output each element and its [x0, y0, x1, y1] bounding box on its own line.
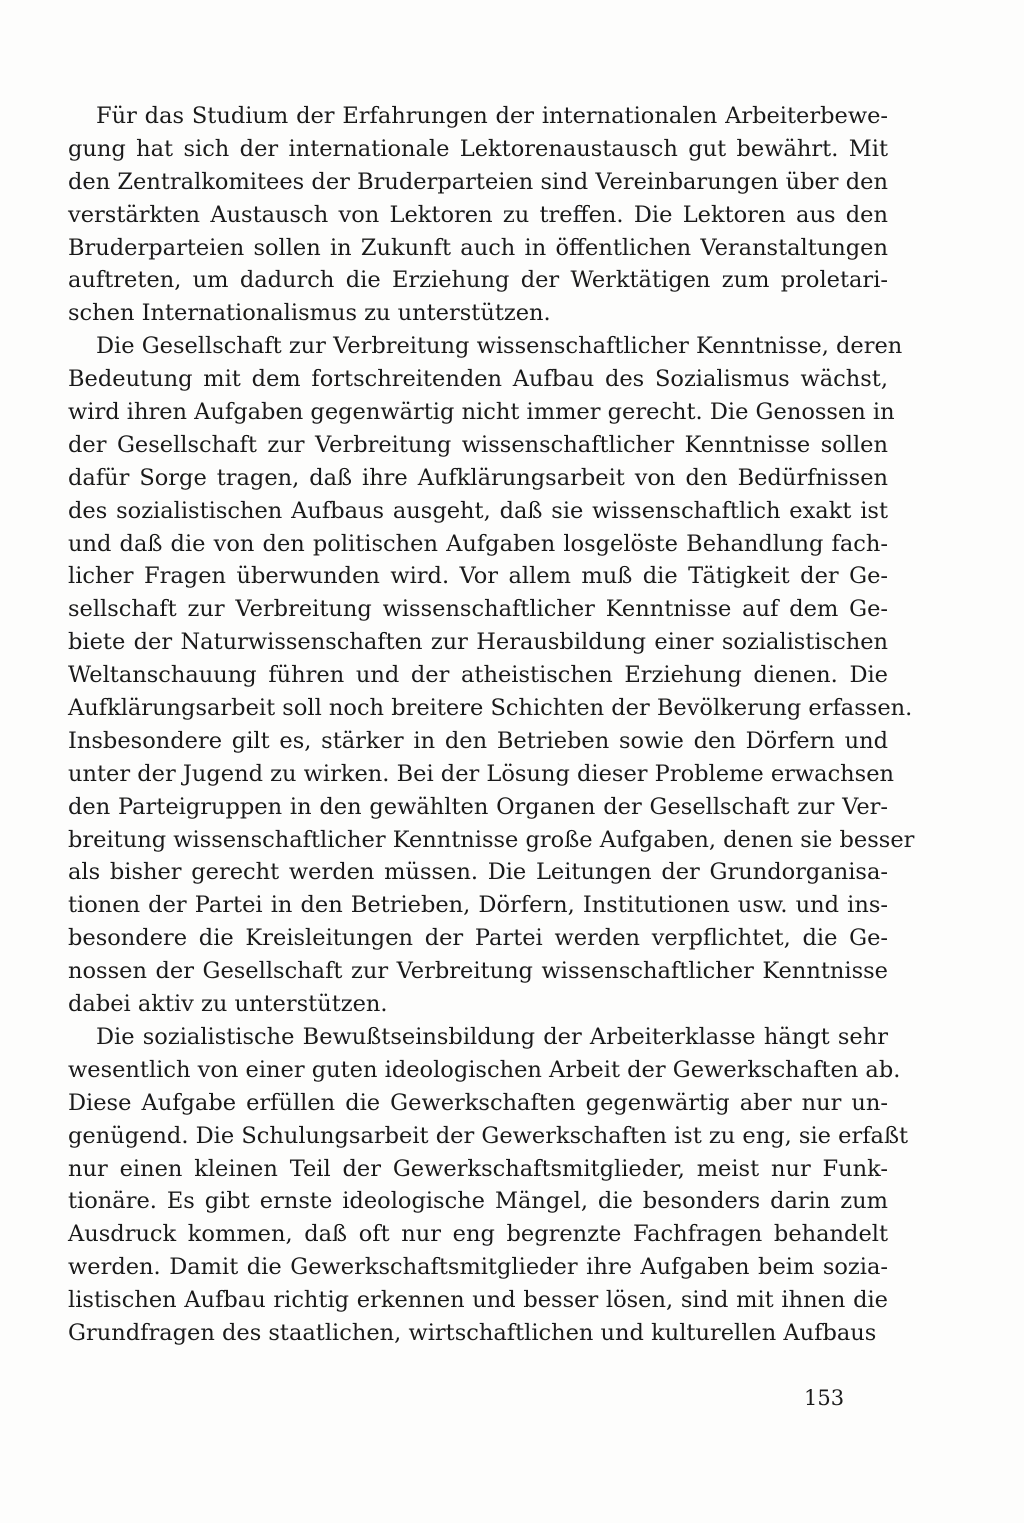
- page-number: 153: [804, 1386, 845, 1410]
- text-line: schen Internationalismus zu unterstützen.: [68, 300, 551, 327]
- text-line: wird ihren Aufgaben gegenwärtig nicht immer gerecht. Die Genossen in: [68, 399, 895, 426]
- text-line: nur einen kleinen Teil der Gewerkschaftsmitglieder, meist nur Funk-: [68, 1155, 888, 1182]
- text-line: den Parteigruppen in den gewählten Organen der Gesellschaft zur Ver-: [68, 793, 888, 820]
- text-line: breitung wissenschaftlicher Kenntnisse große Aufgaben, denen sie besser: [68, 826, 915, 853]
- text-line: des sozialistischen Aufbaus ausgeht, daß sie wissenschaftlich exakt ist: [68, 497, 888, 524]
- text-line: Die sozialistische Bewußtseinsbildung der Arbeiterklasse hängt sehr: [96, 1023, 888, 1050]
- text-line: Die Gesellschaft zur Verbreitung wissenschaftlicher Kenntnisse, deren: [96, 333, 903, 360]
- text-line: auftreten, um dadurch die Erziehung der Werktätigen zum proletari-: [68, 267, 888, 294]
- text-line: verstärkten Austausch von Lektoren zu treffen. Die Lektoren aus den: [68, 201, 888, 228]
- text-line: biete der Naturwissenschaften zur Herausbildung einer sozialistischen: [68, 629, 888, 656]
- text-line: tionäre. Es gibt ernste ideologische Mängel, die besonders darin zum: [68, 1188, 888, 1215]
- text-line: licher Fragen überwunden wird. Vor allem muß die Tätigkeit der Ge-: [68, 563, 888, 590]
- text-line: dabei aktiv zu unterstützen.: [68, 991, 388, 1018]
- text-line: Bruderparteien sollen in Zukunft auch in öffentlichen Veranstaltungen: [68, 234, 888, 261]
- text-line: Insbesondere gilt es, stärker in den Betrieben sowie den Dörfern und: [68, 727, 888, 754]
- text-line: listischen Aufbau richtig erkennen und besser lösen, sind mit ihnen die: [68, 1287, 888, 1314]
- paragraph: [68, 1021, 909, 1350]
- text-line: Grundfragen des staatlichen, wirtschaftlichen und kulturellen Aufbaus: [68, 1319, 877, 1346]
- text-line: unter der Jugend zu wirken. Bei der Lösung dieser Probleme erwachsen: [68, 760, 895, 787]
- text-line: gung hat sich der internationale Lektorenaustausch gut bewährt. Mit: [68, 135, 888, 162]
- text-line: besondere die Kreisleitungen der Partei werden verpflichtet, die Ge-: [68, 925, 888, 952]
- body-text: [68, 100, 915, 1350]
- text-line: dafür Sorge tragen, daß ihre Aufklärungsarbeit von den Bedürfnissen: [68, 464, 888, 491]
- text-line: Ausdruck kommen, daß oft nur eng begrenzte Fachfragen behandelt: [68, 1221, 888, 1248]
- text-line: der Gesellschaft zur Verbreitung wissenschaftlicher Kenntnisse sollen: [68, 431, 888, 458]
- text-line: Aufklärungsarbeit soll noch breitere Schichten der Bevölkerung erfassen.: [68, 695, 913, 722]
- text-line: Diese Aufgabe erfüllen die Gewerkschaften gegenwärtig aber nur un-: [68, 1089, 888, 1116]
- text-line: tionen der Partei in den Betrieben, Dörfern, Institutionen usw. und ins-: [68, 892, 888, 919]
- paragraph: [68, 330, 915, 1021]
- text-line: Für das Studium der Erfahrungen der internationalen Arbeiterbewe-: [96, 103, 888, 129]
- paragraph: [68, 100, 888, 330]
- text-line: genügend. Die Schulungsarbeit der Gewerkschaften ist zu eng, sie erfaßt: [68, 1122, 909, 1149]
- text-line: werden. Damit die Gewerkschaftsmitglieder ihre Aufgaben beim sozia-: [68, 1254, 888, 1281]
- text-line: und daß die von den politischen Aufgaben losgelöste Behandlung fach-: [68, 530, 888, 557]
- text-line: nossen der Gesellschaft zur Verbreitung wissenschaftlicher Kenntnisse: [68, 958, 888, 985]
- text-line: als bisher gerecht werden müssen. Die Leitungen der Grundorganisa-: [68, 859, 888, 886]
- text-line: sellschaft zur Verbreitung wissenschaftlicher Kenntnisse auf dem Ge-: [68, 596, 888, 623]
- text-line: den Zentralkomitees der Bruderparteien sind Vereinbarungen über den: [68, 168, 888, 195]
- text-line: Weltanschauung führen und der atheistischen Erziehung dienen. Die: [68, 662, 888, 689]
- text-line: wesentlich von einer guten ideologischen Arbeit der Gewerkschaften ab.: [68, 1056, 901, 1083]
- text-line: Bedeutung mit dem fortschreitenden Aufbau des Sozialismus wächst,: [68, 366, 888, 393]
